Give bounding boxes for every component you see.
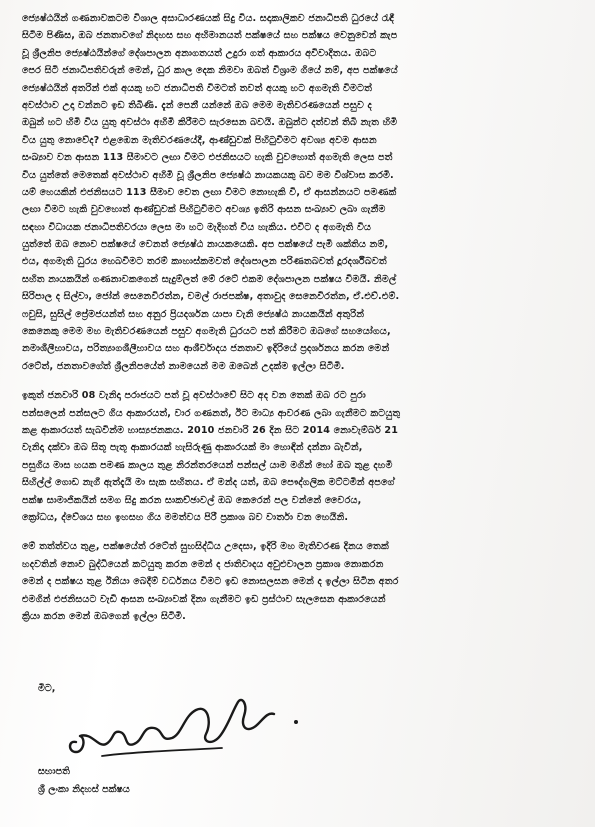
letter-line: පෙර සිටි ජනාධිපතිවරුන් මෙන්, ධුර කාල දෙක නිමවා ඔබත් විශ්‍රාම ගියේ නම්, අප පක්ෂයේ [22, 65, 398, 77]
paragraph-gap [22, 375, 565, 387]
letter-line: සඳහා විධායක ජනාධිපතිවරයා ලෙස මා හට මැදිහත් විය හැකිය. එවිට ද අගමැති විය [22, 221, 372, 233]
letter-line: වැනිදා දක්වා ඔබ සිතූ පැතූ ආකාරයක් හැසිරුණු ආකාරයක් මා හොඳින් දන්නා බැවින්, [22, 442, 363, 454]
letter-line: එමගින් එජනිසයට වැඩි ආසන සංඛ්‍යාවක් දිනා ගැනීමට ඉඩ ප්‍රස්ථාව සැලසෙන ආකාරයෙන් [22, 593, 386, 605]
letter-line: ක්‍රෝධය, ද්වේශය සහ ඉහසහ ගිය මමත්වය පිරී ප්‍රකාශ බව වාර්තා වන හෙයිනි. [22, 511, 349, 523]
letter-line: සිහිල්ල් ගොඩ නැගී ඇත්දැයි මා සැක සහිතය. ඒ මන්ද යත්, ඔබ පෞද්ගලික මට්ටමින් අපගේ [22, 477, 395, 489]
letter-line: වූ ශ්‍රීලනිප ජ්‍යෙෂ්ඨයින්ගේ දේශපාලන අනාගතයත් උදුරා ගත් ආකාරය අවිවාදිතය. ඔබට [22, 47, 377, 59]
letter-body [22, 10, 565, 625]
letter-line: නමාශීලීභාවය, පරිත්‍යාගශීලීභාවය සහ ආශීර්වාදය ජනතාව ඉදිරියේ ප්‍රදර්ශනය කරන මෙන් [22, 343, 390, 355]
closing-salutation: මීට, [38, 683, 56, 694]
handwritten-signature [62, 682, 322, 772]
letter-line: පසුගිය මාස හයක පමණ කාලය තුළ නිරන්තරයෙන් පන්සල් යාම මගින් හෝ ඔබ තුළ දහමී [22, 459, 393, 471]
letter-line: සිටීම පිණිස, ඔබ ජනතාවගේ නිදහස සහ අභිමානයත් පක්ෂයේ සහ පක්ෂය වෙනුවෙන් කැප [22, 30, 398, 42]
letter-line: විය යුත්තේ මෙතෙක් අවස්ථාව අහිමි වූ ශ්‍රීලනිප ජ්‍යෙෂ්ඨ නායකයකු බව මම විශ්වාස කරමි. [22, 169, 394, 181]
letter-line: යුත්තේ ඔබ නොව පක්ෂයේ වෙනත් ජ්‍යෙෂ්ඨ නායකයෙකි. අප පක්ෂයේ පැමි ශක්තිය නම්, [22, 239, 389, 251]
paragraph-gap [22, 526, 565, 538]
letter-line: ක්‍රියා කරන මෙන් ඔබගෙන් ඉල්ලා සිටිමි. [22, 610, 186, 622]
letter-line: රටේත්, ජනතාවගේත් ශ්‍රීලනිපයේත් නාමයෙන් මම ඔබෙන් උදක්ම ඉල්ලා සිටිමි. [22, 360, 345, 372]
letter-line: මේ තත්ත්වය තුළ, පක්ෂයේත් රටේත් සුභසිද්ධිය උදෙසා, ඉදිරි මහ මැතිවරණ දිනය තෙක් [22, 541, 389, 553]
letter-line: කළ ආකාරයත් සැබවින්ම හාස්‍යජනකය. 2010 ජනවාරි 26 දින සිට 2014 නොවැම්බර් 21 [22, 424, 399, 436]
letter-line: ජ්‍යෙෂ්ඨයින් අතරින් එක් අයකු හට ජනාධිපති වීමටත් තවත් අයකු හට අගමැති වීමටත් [22, 82, 373, 94]
letter-line: මෙන් ද පක්ෂය තුළ ඊනියා බෙදීම් වර්ධනය වීමට ඉඩ නොසලසන මෙන් ද ඉල්ලා සිටින අතර [22, 576, 399, 588]
letter-line: ෆවුසි, සුසිල් ප්‍රේමජයන්ත් සහ අනුර ප්‍රියදර්ශන යාපා වැනි ජ්‍යෙෂ්ඨ නායකයින් අතුරින් [22, 308, 365, 320]
letter-paragraph [22, 538, 565, 625]
letter-line: ඉකුත් ජනවාරි 08 වැනිදා පරාජයට පත් වූ අවස්ථාවේ සිට අද වන තෙක් ඔබ රට පුරා [22, 390, 366, 402]
letter-line: එය, අගමැති ධුරය හෙබවීමට තරම් කාහාස්කමවත් දේශපාලන පරිණතබවත් දූරදර්ශීබවත් [22, 256, 387, 268]
letter-line: ලඟා වීමට හැකි වුවහොත් ආණ්ඩුවක් පිහිටුවීමට අවශ්‍ය ඉතිරි ආසන සංඛ්‍යාව ලබා ගැනීම [22, 204, 386, 216]
letter-line: විය යුතු නොවේද? එළඹෙන මැතිවරණයේදී, ආණ්ඩුවක් පිහිටුවීමට අවශ්‍ය අවම ආසන [22, 134, 377, 146]
letter-line: හදවතින් නොව බුද්ධියෙන් කටයුතු කරන මෙන් ද ජාතිවාදය අවුළුවාලන ප්‍රකාශ නොකරන [22, 558, 384, 570]
signatory-title: සභාපති [38, 766, 70, 777]
letter-line: ජ්‍යෙෂ්ඨයින් ගණනාවකටම විශාල අසාධාරණයක් සිදු විය. සදාකාලිකව ජනාධිපති ධුරයේ රැඳී [22, 13, 394, 24]
letter-line: සිරිපාල ද සිල්වා, ජෝන් සෙනෙවිරත්න, චමල් රාජපක්ෂ, අතාවුද සෙනෙවිරත්න, ඒ.එච්.එම්. [22, 291, 400, 303]
letter-line: පක්ෂ සාමාජිකයින් සමග සිදු කරන සාකච්ඡාවල් ඔබ කෙරෙන් පල වන්නේ වෛරය, [22, 494, 362, 506]
letter-line: යම් හෙයකින් එජනිසයට 113 සීමාව වෙත ලඟා වීමට නොහැකි වී, ඒ ආසන්නයට පමණක් [22, 186, 397, 198]
letter-paragraph [22, 387, 565, 526]
letter-paragraph [22, 10, 565, 375]
letter-line: ඔබුන් හට හිමි විය යුතු අවස්ථා අහිමි කිරීමට සැරසෙන බවයි. ඔබුන්ට දත්වන් තිබී නැත හිමි [22, 117, 398, 129]
signatory-organization: ශ්‍රී ලංකා නිදහස් පක්ෂය [38, 784, 130, 795]
letter-line: පන්සලෙන් පන්සලට ගිය ආකාරයත්, වාර ගණනත්, ඊට මාධ්‍ය ආවරණ ලබා ගැනීමට කටයුතු [22, 407, 401, 419]
letter-line: සංඛ්‍යාව වන ආසන 113 සීමාවට ලඟා වීමට එජනිසයට හැකි වුවහොත් අගමැති ලෙස පත් [22, 152, 393, 164]
letter-line: කෙනෙකු මෙම මහ මැතිවරණයෙන් පසුව අගමැති ධුරයට පත් කිරීමට ඔබගේ සහයෝගය, [22, 326, 391, 338]
letter-line: සහිත නායකයින් ගණනාවකගෙන් සැදුම්ලත් මේ රටේ එකම දේශපාලන පක්ෂය වීමයි. නිමල් [22, 273, 397, 285]
letter-line: අවස්ථාව උදා වන්නට ඉඩ තිබිණි. දැන් පෙනී යන්නේ ඔබ මෙම මැතිවරණයෙන් පසුව ද [22, 99, 372, 111]
